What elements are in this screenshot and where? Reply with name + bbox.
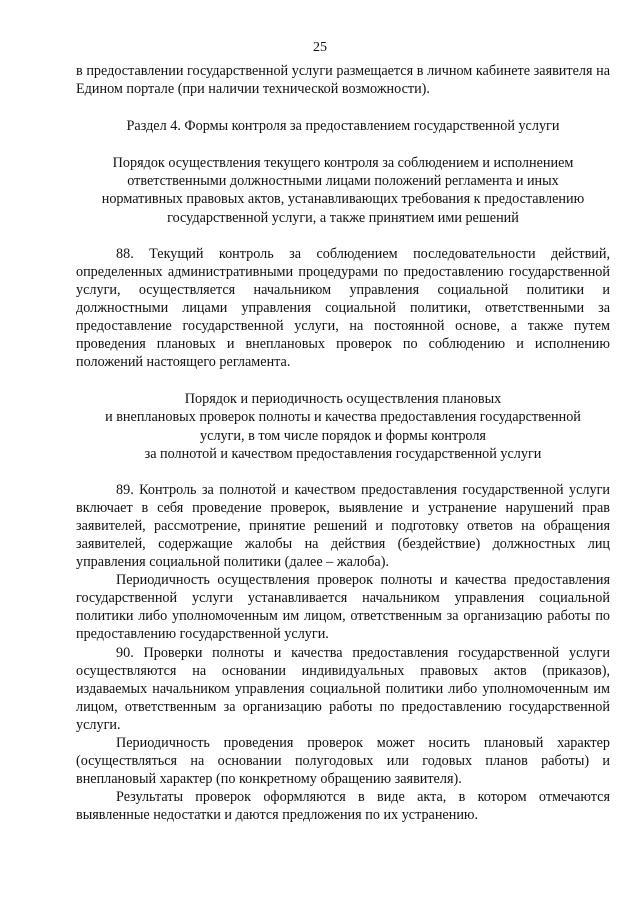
heading-line: услуги, в том числе порядок и формы контроля bbox=[200, 427, 486, 444]
paragraph-results: Результаты проверок оформляются в виде акта, в котором отмечаются выявленные недостатки и даются предложения по их устранению. bbox=[76, 789, 610, 824]
page-number: 25 bbox=[313, 40, 327, 55]
intro-paragraph: в предоставлении государственной услуги размещается в личном кабинете заявителя на Едином портале (при наличии технической возможности). bbox=[76, 63, 610, 98]
document-body bbox=[76, 62, 610, 824]
paragraph-89-periodicity: Периодичность осуществления проверок полноты и качества предоставления государственной услуги устанавливается начальником управления социальной политики либо уполномоченным им лицом, ответственным за организацию работы по предоставлению государственной услуги. bbox=[76, 572, 610, 643]
heading-inspections bbox=[76, 390, 610, 462]
heading-line: и внеплановых проверок полноты и качества предоставления государственной bbox=[105, 409, 581, 426]
paragraph-88: 88. Текущий контроль за соблюдением последовательности действий, определенных административными процедурами по предоставлению государственной услуги, осуществляется начальником управления социальной политики и должностными лицами управления социальной политики, ответственными за предоставление государственной услуги, на постоянной основе, а также путем проведения плановых и внеплановых проверок по соблюдению и исполнению положений настоящего регламента. bbox=[76, 245, 610, 371]
paragraph-90: 90. Проверки полноты и качества предоставления государственной услуги осуществляются на основании индивидуальных правовых актов (приказов), издаваемых начальником управления социальной политики либо уполномоченным им лицом, ответственным за организацию работы по предоставлению государственной услуги. bbox=[76, 644, 610, 733]
paragraph-90-periodicity: Периодичность проведения проверок может носить плановый характер (осуществляться на основании полугодовых или годовых планов работы) и внеплановый характер (по конкретному обращению заявителя). bbox=[76, 735, 610, 788]
section-title: Раздел 4. Формы контроля за предоставлением государственной услуги bbox=[126, 118, 560, 135]
heading-current-control bbox=[76, 154, 610, 226]
paragraph-89: 89. Контроль за полнотой и качеством предоставления государственной услуги включает в себя проведение проверок, выявление и устранение нарушений прав заявителей, рассмотрение, принятие решений и подготовку ответов на обращения заявителей, содержащие жалобы на действия (бездействие) должностных лиц управления социальной политики (далее – жалоба). bbox=[76, 481, 610, 571]
heading-line: Порядок осуществления текущего контроля за соблюдением и исполнением bbox=[112, 155, 574, 172]
heading-line: нормативных правовых актов, устанавливающих требования к предоставлению bbox=[101, 191, 585, 208]
heading-line: Порядок и периодичность осуществления плановых bbox=[184, 391, 502, 408]
heading-line: государственной услуги, а также принятием ими решений bbox=[167, 209, 519, 226]
heading-line: ответственными должностными лицами положений регламента и иных bbox=[127, 173, 559, 190]
heading-line: за полнотой и качеством предоставления государственной услуги bbox=[144, 445, 542, 462]
